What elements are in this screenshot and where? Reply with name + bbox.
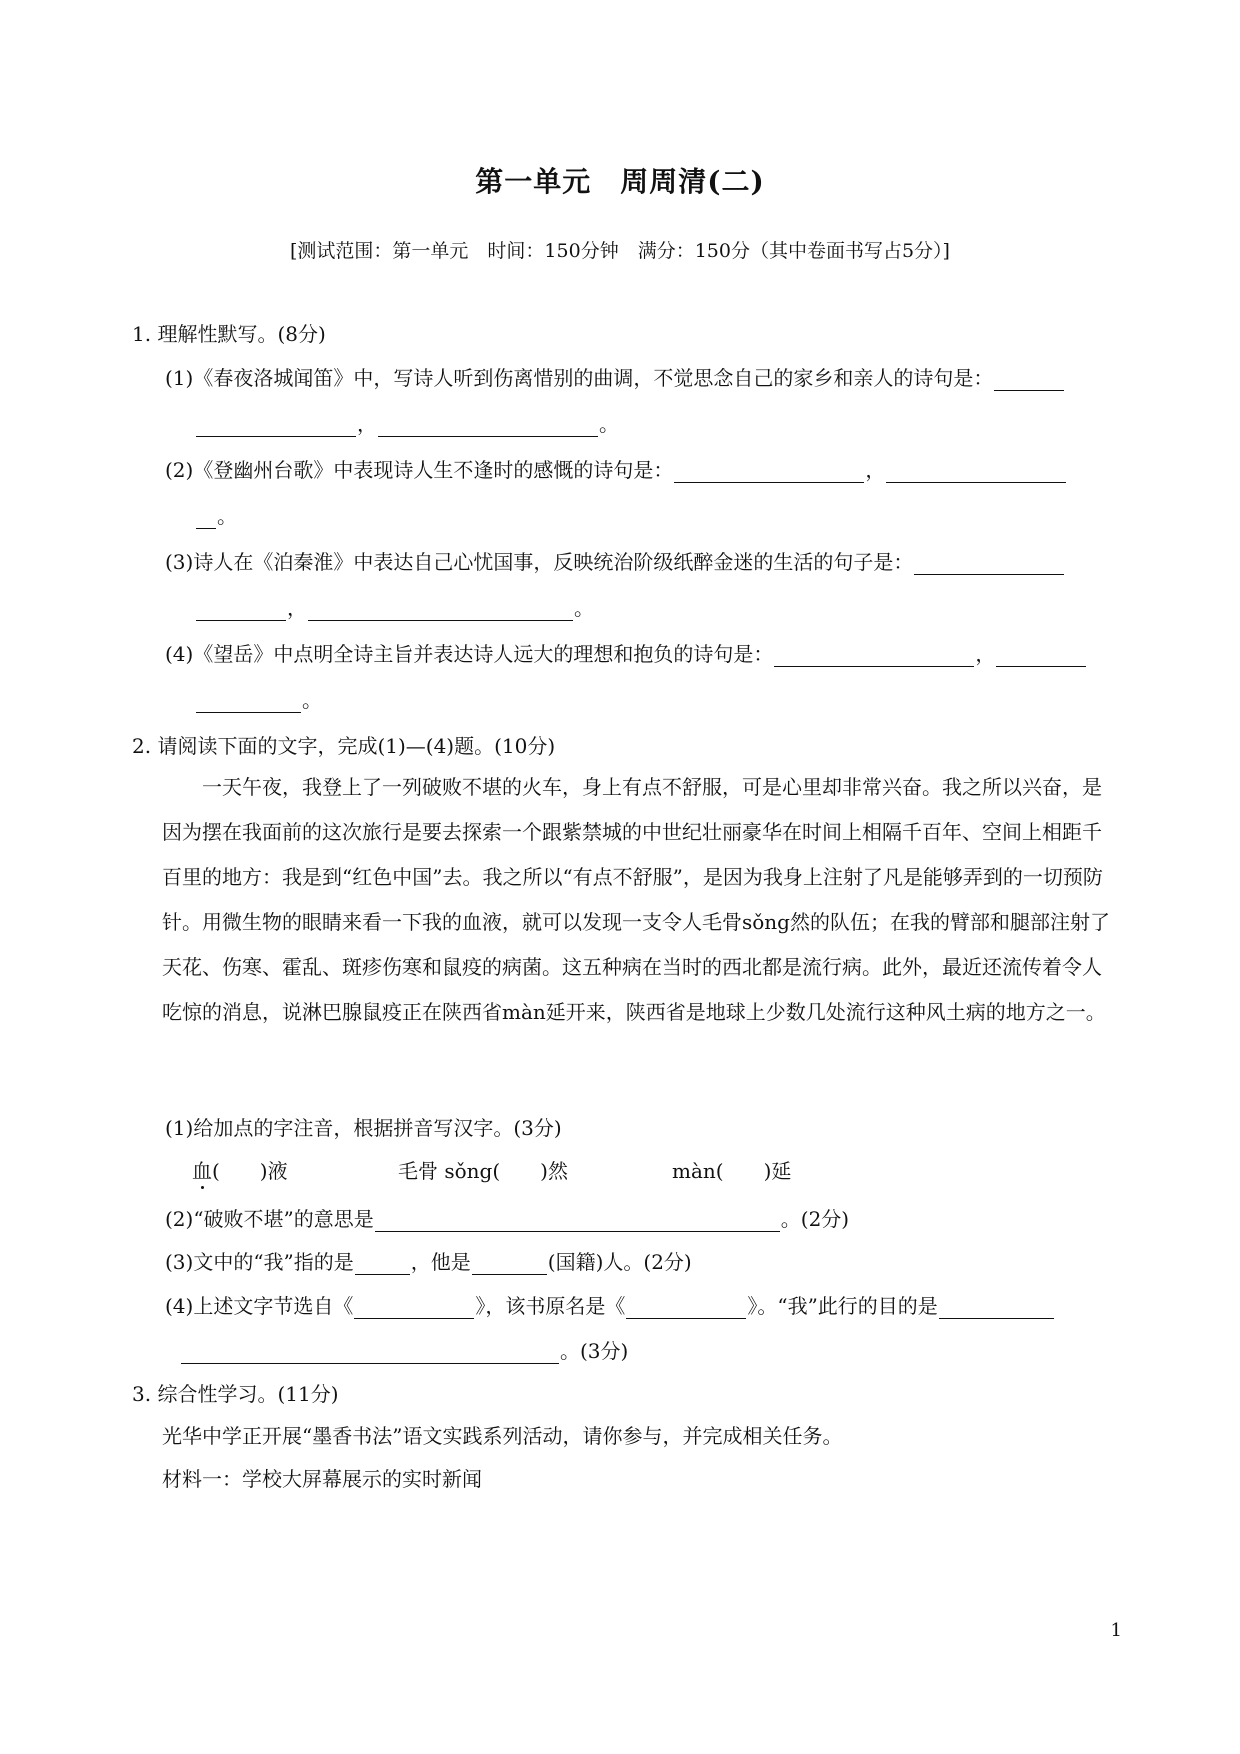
q2-sub-3: [165, 1246, 692, 1275]
answer-blank[interactable]: [378, 418, 598, 437]
q2-sub-4-text-c: 》。“我”此行的目的是: [747, 1294, 938, 1318]
q3-material-1: 材料一：学校大屏幕展示的实时新闻: [162, 1467, 482, 1491]
q2-sub-4-cont: [180, 1335, 628, 1364]
answer-blank[interactable]: [196, 602, 286, 621]
q1-item-3: [165, 546, 1065, 575]
q1-item-2-text: (2)《登幽州台歌》中表现诗人生不逢时的感慨的诗句是：: [165, 458, 674, 482]
q1-item-1-cont: [195, 408, 619, 437]
answer-blank[interactable]: [196, 510, 216, 529]
comma: ，: [287, 596, 307, 620]
pinyin-item-blood: [192, 1155, 288, 1184]
period: 。: [217, 504, 237, 528]
q2-sub-1: (1)给加点的字注音，根据拼音写汉字。(3分): [165, 1116, 562, 1140]
period: 。: [574, 596, 594, 620]
comma: ，: [357, 412, 377, 436]
q1-item-3-text: (3)诗人在《泊秦淮》中表达自己心忧国事，反映统治阶级纸醉金迷的生活的句子是：: [165, 550, 914, 574]
answer-blank[interactable]: [626, 1300, 746, 1319]
q3-intro: 光华中学正开展“墨香书法”语文实践系列活动，请你参与，并完成相关任务。: [162, 1424, 843, 1448]
question-2-heading: 2. 请阅读下面的文字，完成(1)—(4)题。(10分): [132, 734, 556, 758]
answer-blank[interactable]: [196, 418, 356, 437]
q2-sub-4-text-a: (4)上述文字节选自《: [165, 1294, 354, 1318]
answer-blank[interactable]: [308, 602, 573, 621]
question-3-heading: 3. 综合性学习。(11分): [132, 1382, 339, 1406]
period: 。: [302, 688, 322, 712]
page-title: 第一单元 周周清(二): [475, 165, 765, 198]
q2-sub-3-text-c: (国籍)人。(2分): [547, 1250, 692, 1274]
period: 。: [599, 412, 619, 436]
answer-blank[interactable]: [196, 694, 301, 713]
pinyin-item-song[interactable]: 毛骨 sǒng( )然: [398, 1159, 568, 1183]
q2-sub-2: [165, 1203, 849, 1232]
answer-blank[interactable]: [354, 1300, 474, 1319]
answer-blank[interactable]: [774, 648, 974, 667]
answer-blank[interactable]: [939, 1300, 1054, 1319]
q2-sub-4: [165, 1290, 1055, 1319]
pinyin-item-man[interactable]: màn( )延: [672, 1159, 792, 1183]
test-scope-info: [测试范围：第一单元 时间：150分钟 满分：150分（其中卷面书写占5分）]: [290, 240, 950, 262]
answer-blank[interactable]: [674, 464, 864, 483]
pinyin-item-blood-rest[interactable]: ( )液: [212, 1159, 288, 1183]
reading-passage: [162, 765, 1120, 1035]
answer-blank[interactable]: [914, 556, 1064, 575]
q2-sub-2-end: 。(2分): [780, 1207, 850, 1231]
answer-blank[interactable]: [355, 1256, 410, 1275]
comma: ，: [865, 458, 886, 482]
answer-blank[interactable]: [994, 372, 1064, 391]
dotted-char: 血: [192, 1159, 212, 1183]
q2-sub-3-text-b: ，他是: [410, 1250, 471, 1274]
q2-sub-4-text-b: 》，该书原名是《: [475, 1294, 626, 1318]
q1-item-4-cont: [195, 684, 322, 713]
q2-sub-3-text-a: (3)文中的“我”指的是: [165, 1250, 354, 1274]
page-number: 1: [1110, 1620, 1122, 1641]
answer-blank[interactable]: [375, 1213, 780, 1232]
q1-item-2: [165, 454, 1067, 483]
answer-blank[interactable]: [181, 1345, 559, 1364]
q1-item-1-text: (1)《春夜洛城闻笛》中，写诗人听到伤离惜别的曲调，不觉思念自己的家乡和亲人的诗句是：: [165, 366, 994, 390]
comma: ，: [975, 642, 996, 666]
passage-text: 一天午夜，我登上了一列破败不堪的火车，身上有点不舒服，可是心里却非常兴奋。我之所以兴奋，是因为摆在我面前的这次旅行是要去探索一个跟紫禁城的中世纪壮丽豪华在时间上相隔千百年、空间上相距千百里的地方：我是到“红色中国”去。我之所以“有点不舒服”，是因为我身上注射了凡是能够弄到的一切预防针。用微生物的眼睛来看一下我的血液，就可以发现一支令人毛骨sǒng然的队伍；在我的臂部和腿部注射了天花、伤寒、霍乱、斑疹伤寒和鼠疫的病菌。这五种病在当时的西北都是流行病。此外，最近还流传着令人吃惊的消息，说淋巴腺鼠疫正在陕西省màn延开来，陕西省是地球上少数几处流行这种风土病的地方之一。: [162, 775, 1110, 1024]
q1-item-1: [165, 362, 1065, 391]
q1-item-2-cont: [195, 500, 237, 529]
q1-item-4: [165, 638, 1087, 667]
answer-blank[interactable]: [996, 648, 1086, 667]
question-1-heading: 1. 理解性默写。(8分): [132, 322, 326, 346]
answer-blank[interactable]: [886, 464, 1066, 483]
q1-item-4-text: (4)《望岳》中点明全诗主旨并表达诗人远大的理想和抱负的诗句是：: [165, 642, 774, 666]
q2-sub-4-end: 。(3分): [560, 1339, 629, 1363]
q1-item-3-cont: [195, 592, 594, 621]
q2-sub-2-text: (2)“破败不堪”的意思是: [165, 1207, 374, 1231]
answer-blank[interactable]: [472, 1256, 547, 1275]
